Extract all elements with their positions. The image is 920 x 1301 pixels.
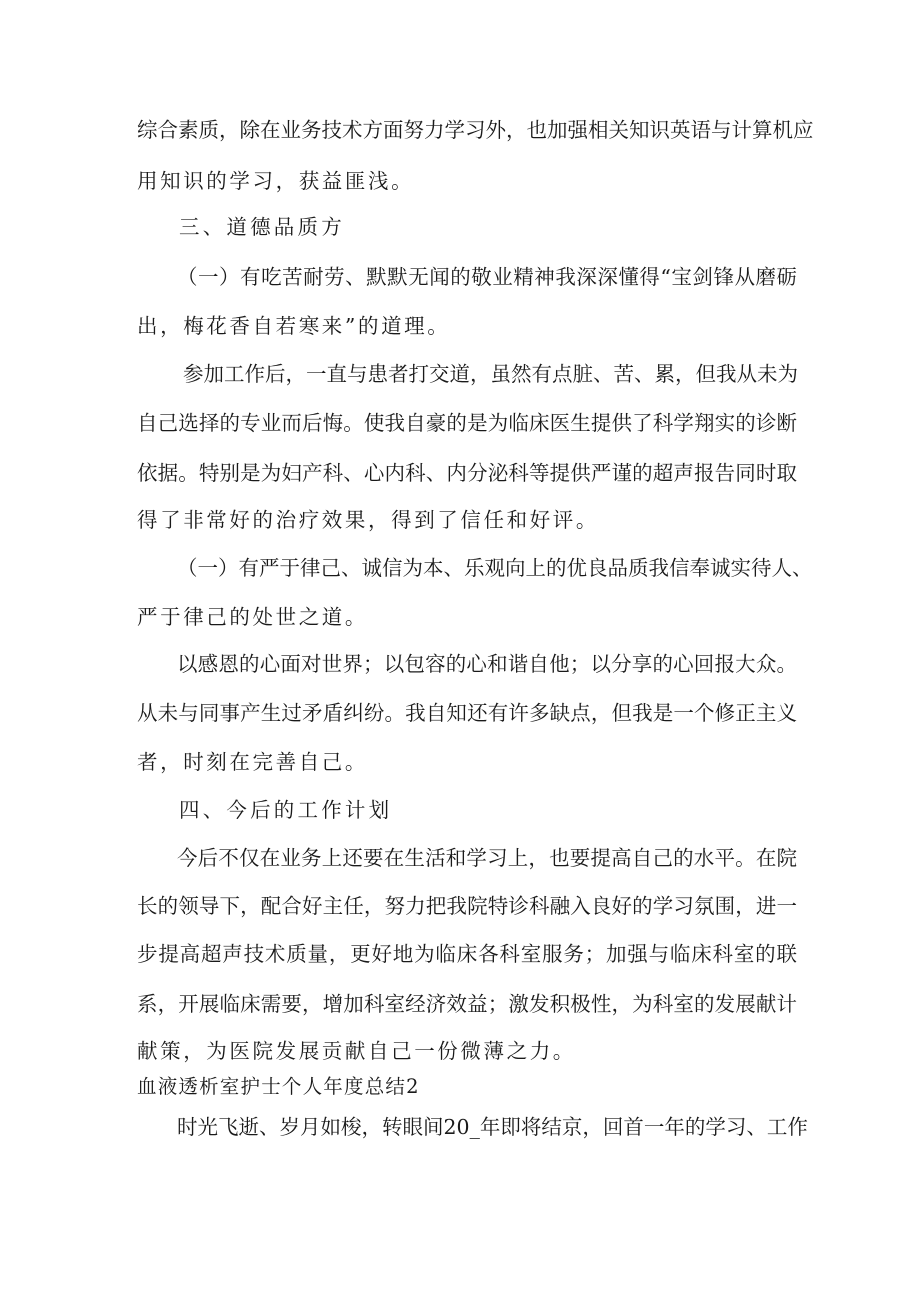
body-line: 今后不仅在业务上还要在生活和学习上，也要提高自己的水平。在院 — [177, 846, 797, 870]
body-line: （一）有吃苦耐劳、默默无闻的敬业精神我深深懂得“宝剑锋从磨砺 — [177, 265, 797, 289]
body-line: 依据。特别是为妇产科、心内科、内分泌科等提供严谨的超声报告同时取 — [137, 461, 797, 485]
body-line: 自己选择的专业而后悔。使我自豪的是为临床医生提供了科学翔实的诊断 — [137, 411, 797, 435]
body-line: 出，梅花香自若寒来”的道理。 — [137, 314, 451, 338]
body-line: 得了非常好的治疗效果，得到了信任和好评。 — [137, 508, 599, 532]
body-line: 者，时刻在完善自己。 — [137, 750, 368, 774]
body-line: 参加工作后，一直与患者打交道，虽然有点脏、苦、累，但我从未为 — [183, 362, 798, 386]
body-line: 以感恩的心面对世界；以包容的心和谐自他；以分享的心回报大众。 — [177, 652, 797, 676]
body-line: 从未与同事产生过矛盾纠纷。我自知还有许多缺点，但我是一个修正主义 — [137, 701, 797, 725]
body-line: 严于律己的处世之道。 — [137, 605, 368, 629]
body-line: 时光飞逝、岁月如梭，转眼间20_年即将结京，回首一年的学习、工作 — [177, 1115, 808, 1139]
section-heading: 四、今后的工作计划 — [179, 798, 393, 822]
body-line: （一）有严于律己、诚信为本、乐观向上的优良品质我信奉诚实待人、 — [177, 556, 813, 580]
document-title: 血液透析室护士个人年度总结2 — [137, 1075, 420, 1098]
body-line: 长的领导下，配合好主任，努力把我院特诊科融入良好的学习氛围，进一 — [137, 894, 797, 918]
body-line: 综合素质，除在业务技术方面努力学习外，也加强相关知识英语与计算机应 — [137, 118, 814, 142]
body-line: 系，开展临床需要，增加科室经济效益；激发积极性，为科室的发展献计 — [137, 992, 797, 1016]
body-line: 步提高超声技术质量，更好地为临床各科室服务；加强与临床科室的联 — [137, 942, 797, 966]
section-heading: 三、道德品质方 — [179, 215, 345, 239]
body-line: 献策，为医院发展贡献自己一份微薄之力。 — [137, 1039, 576, 1063]
body-line: 用知识的学习，获益匪浅。 — [137, 169, 415, 193]
